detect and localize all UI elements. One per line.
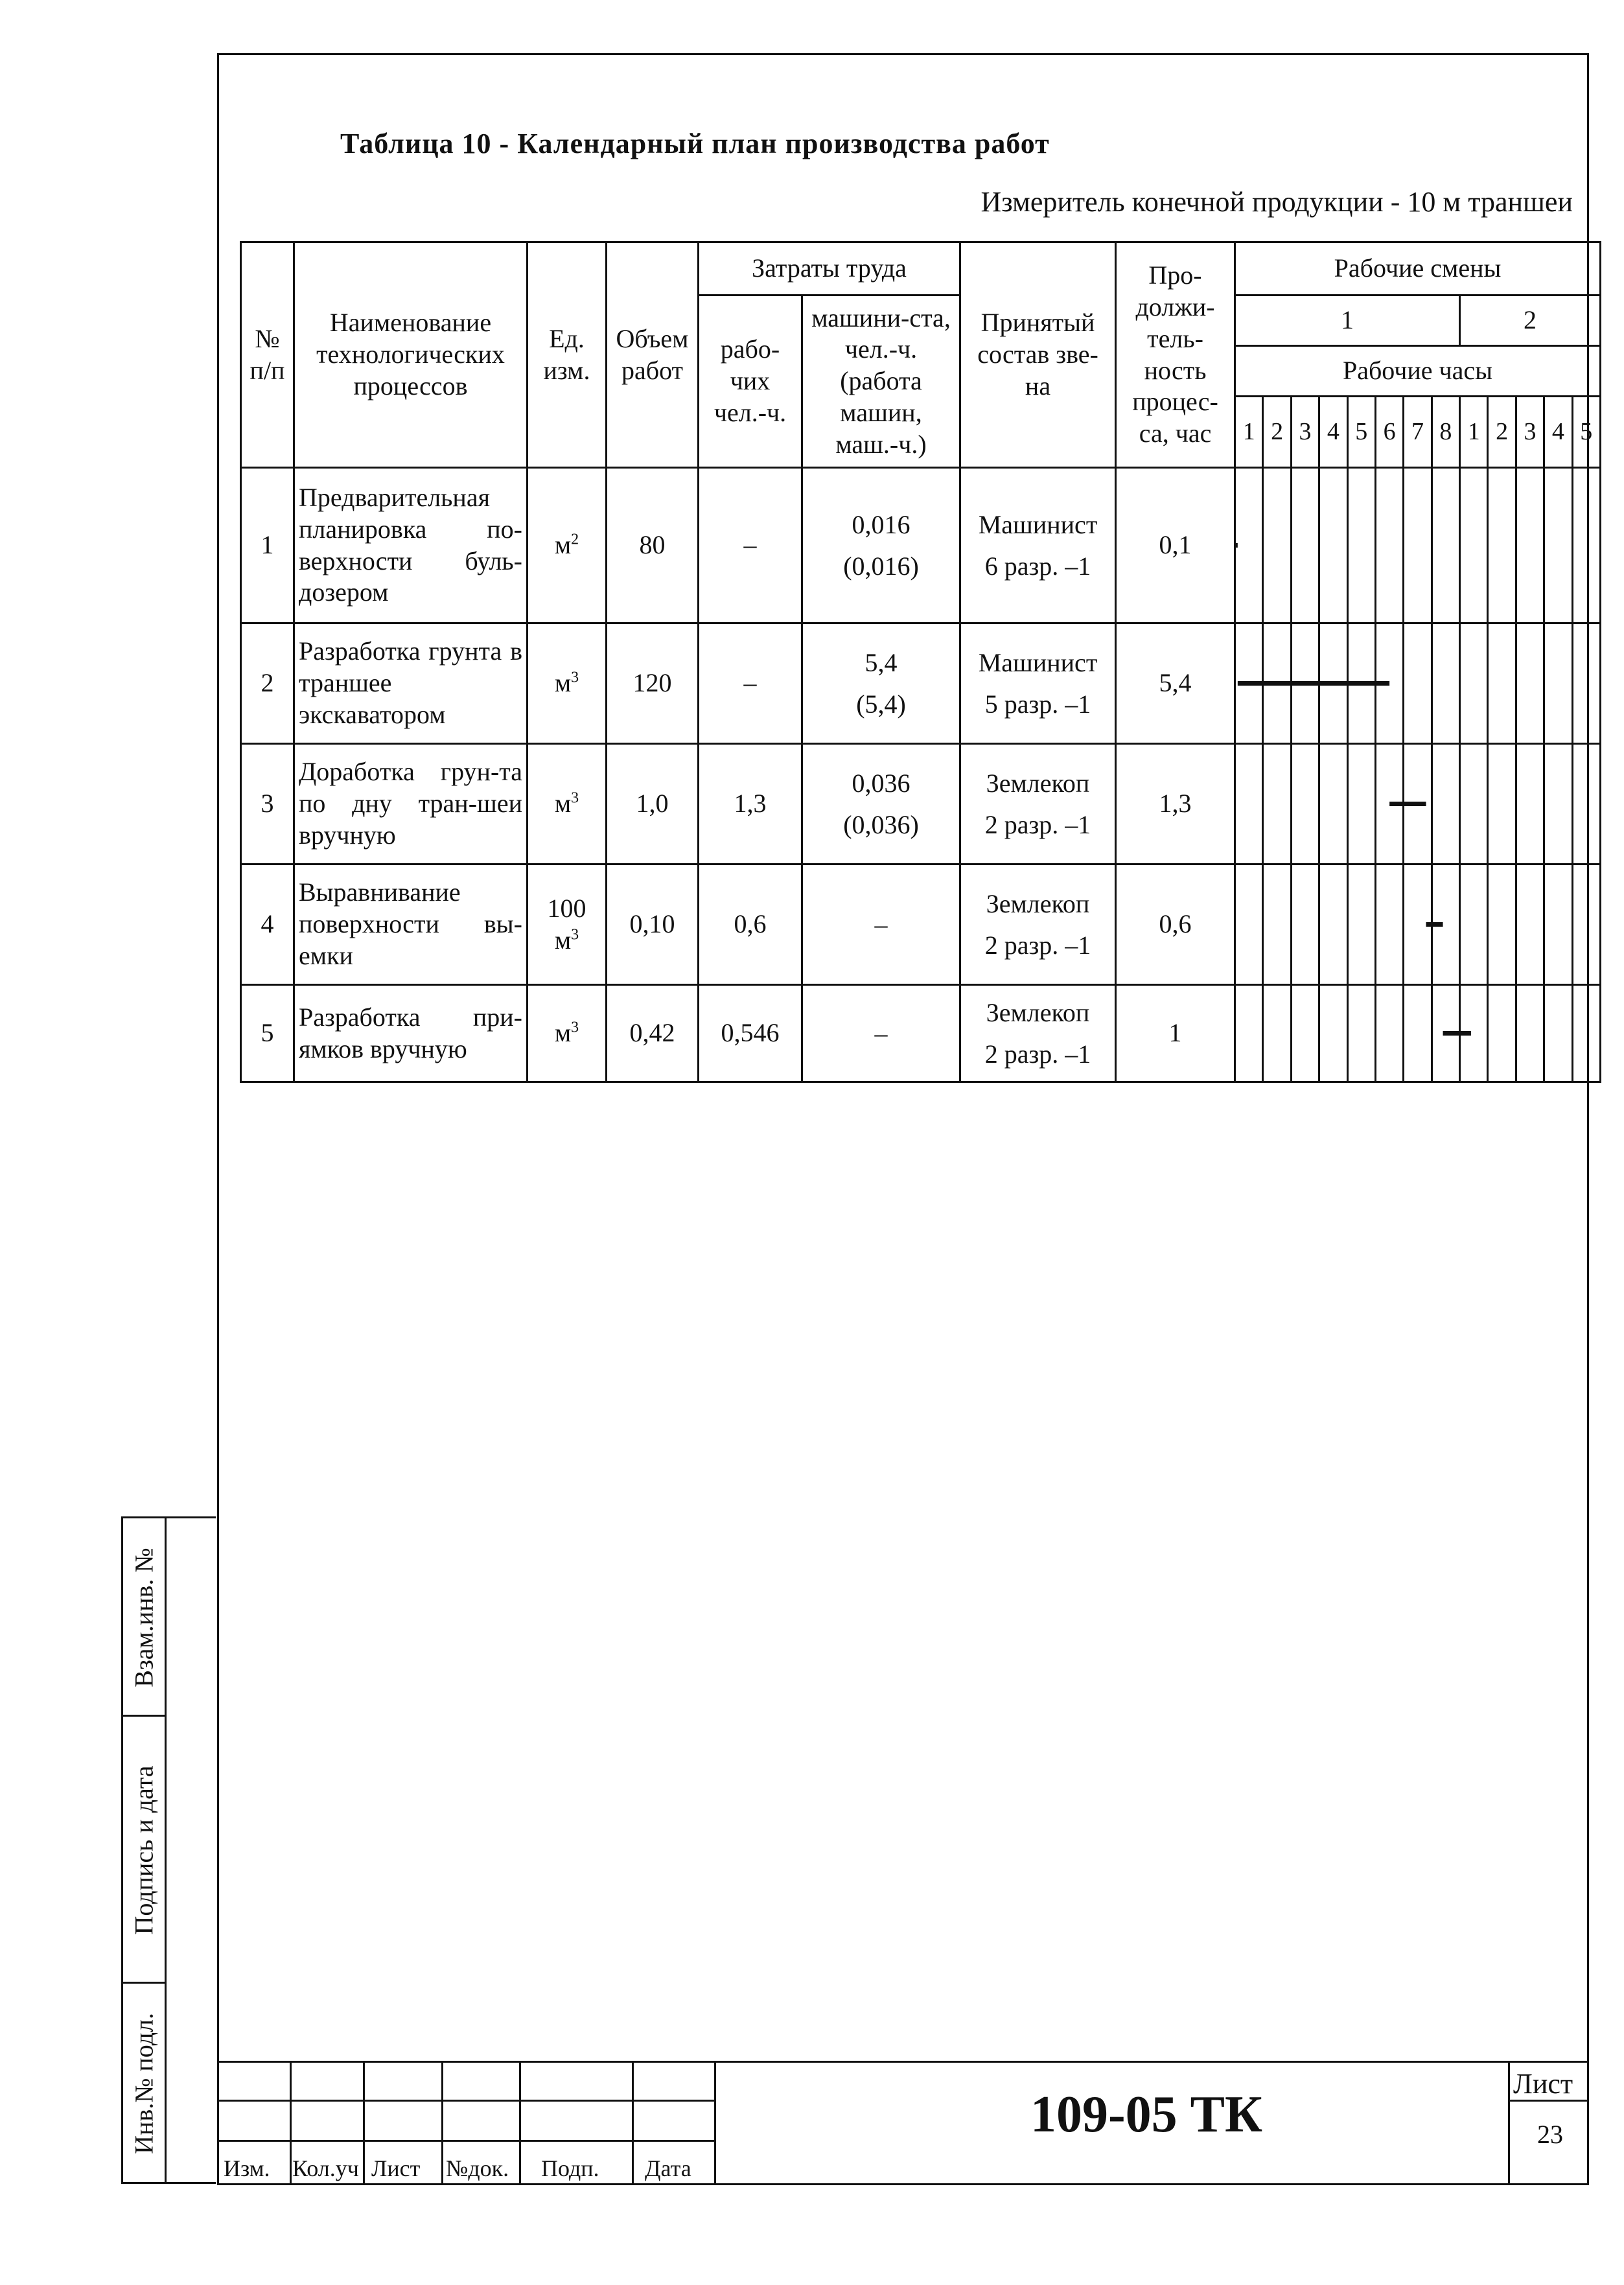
row-num: 3 [241,744,294,864]
hour-cell [1516,468,1544,623]
hour-cell [1235,623,1263,744]
hour-cell [1516,623,1544,744]
side-stamp [121,1516,216,2184]
machine-value: (5,4) [856,689,906,719]
table-row [241,985,1601,1082]
machine-value: (0,036) [843,809,919,839]
row-workers-hours: – [699,623,802,744]
unit-exponent: 3 [571,669,579,686]
stamp-podp: Подп. [541,2155,599,2181]
hour-header-1: 1 [1235,397,1263,468]
row-duration: 1,3 [1116,744,1235,864]
hour-cell [1319,985,1347,1082]
row-duration: 0,6 [1116,864,1235,985]
hour-cell [1319,468,1347,623]
hour-cell [1291,623,1319,744]
hour-cell [1516,864,1544,985]
crew-profession: Землекоп [986,888,1090,918]
machinist-value: 0,016 [852,509,911,539]
hour-header-5: 5 [1347,397,1375,468]
crew-profession: Машинист [978,647,1098,677]
table-subtitle: Измеритель конечной продукции - 10 м траншеи [980,186,1573,218]
row-unit [528,985,607,1082]
row-unit [528,864,607,985]
hour-cell [1572,623,1600,744]
row-crew [960,623,1116,744]
stamp-kol-uch: Кол.уч [292,2155,359,2181]
hour-cell [1460,864,1488,985]
row-duration: 1 [1116,985,1235,1082]
hour-cell [1432,744,1459,864]
hour-cell [1488,864,1516,985]
row-process-name: Выравнивание поверхности вы-емки [294,864,528,985]
hour-header-10: 2 [1488,397,1516,468]
header-crew: Принятый состав зве-на [960,242,1116,468]
row-unit [528,623,607,744]
hour-cell [1263,985,1291,1082]
document-code: 109-05 ТК [1030,2086,1263,2143]
row-workers-hours: 0,6 [699,864,802,985]
unit-text: м [554,530,572,560]
crew-grade: 6 разр. –1 [984,551,1091,581]
hour-cell [1291,985,1319,1082]
hour-cell [1347,985,1375,1082]
hour-header-2: 2 [1263,397,1291,468]
unit-text: м [554,1018,572,1048]
row-process-name: Предварительная планировка по-верхности буль-дозером [294,468,528,623]
hour-cell [1263,468,1291,623]
hour-cell [1375,468,1403,623]
hour-cell [1572,468,1600,623]
row-unit [528,468,607,623]
crew-profession: Землекоп [986,997,1090,1027]
hour-cell [1235,864,1263,985]
side-label-signature-date: Подпись и дата [129,1765,159,1935]
header-duration: Про-должи-тель-ность процес-са, час [1116,242,1235,468]
hour-cell [1488,623,1516,744]
header-machinists: машини-ста, чел.-ч. (работа машин, маш.-ч.) [802,296,960,468]
row-num: 5 [241,985,294,1082]
row-machinist-hours [802,623,960,744]
stamp-list: Лист [371,2155,421,2181]
sheet-label: Лист [1513,2068,1573,2100]
hour-cell [1460,468,1488,623]
stamp-data: Дата [645,2155,691,2181]
header-volume: Объем работ [607,242,699,468]
header-name: Наименование технологических процессов [294,242,528,468]
crew-grade: 5 разр. –1 [984,689,1091,719]
hour-cell [1319,744,1347,864]
header-num: № п/п [241,242,294,468]
unit-exponent: 3 [571,789,579,807]
hour-cell [1235,744,1263,864]
header-hours: Рабочие часы [1235,346,1601,397]
machinist-value: 0,036 [852,768,911,798]
side-label-inv-original: Инв.№ подл. [129,2013,159,2154]
row-num: 4 [241,864,294,985]
row-unit [528,744,607,864]
row-process-name: Разработка при-ямков вручную [294,985,528,1082]
row-crew [960,985,1116,1082]
unit-text: 100 м [547,893,586,955]
header-labor-costs: Затраты труда [699,242,960,296]
hour-header-3: 3 [1291,397,1319,468]
side-stamp-labels [123,1518,167,2184]
hour-cell [1347,468,1375,623]
hour-cell [1235,468,1263,623]
row-process-name: Разработка грунта в траншее экскаватором [294,623,528,744]
row-volume: 120 [607,623,699,744]
machinist-value: – [874,909,888,939]
unit-exponent: 2 [571,531,579,548]
side-stamp-cell-2 [123,1717,165,1984]
stamp-ndok: №док. [446,2155,509,2181]
hour-cell [1404,864,1432,985]
hour-cell [1291,468,1319,623]
side-stamp-cell-1 [123,1518,165,1717]
hour-cell [1404,468,1432,623]
hour-cell [1291,744,1319,864]
hour-cell [1375,744,1403,864]
hour-cell [1347,623,1375,744]
table-row [241,744,1601,864]
crew-profession: Машинист [978,509,1098,539]
hour-cell [1544,985,1572,1082]
row-volume: 0,42 [607,985,699,1082]
side-label-replaced-inv: Взам.инв. № [129,1548,159,1688]
hour-cell [1544,744,1572,864]
hour-cell [1347,864,1375,985]
table-row [241,623,1601,744]
row-num: 1 [241,468,294,623]
row-process-name: Доработка грун-та по дну тран-шеи вручную [294,744,528,864]
table-title: Таблица 10 - Календарный план производства работ [340,128,1050,159]
crew-grade: 2 разр. –1 [984,809,1091,839]
row-duration: 5,4 [1116,623,1235,744]
header-shifts: Рабочие смены [1235,242,1601,296]
hour-header-13: 5 [1572,397,1600,468]
hour-cell [1432,623,1459,744]
hour-cell [1544,864,1572,985]
hour-header-7: 7 [1404,397,1432,468]
title-block [217,2061,1589,2185]
hour-cell [1319,864,1347,985]
row-machinist-hours [802,744,960,864]
hour-cell [1488,468,1516,623]
row-workers-hours: – [699,468,802,623]
hour-cell [1263,744,1291,864]
sheet-number: 23 [1537,2120,1563,2149]
table-row [241,864,1601,985]
unit-exponent: 3 [571,926,579,944]
hour-cell [1544,623,1572,744]
row-volume: 1,0 [607,744,699,864]
hour-cell [1432,468,1459,623]
machinist-value: – [874,1018,888,1048]
machine-value: (0,016) [843,551,919,581]
hour-cell [1460,623,1488,744]
unit-text: м [554,789,572,818]
row-machinist-hours [802,864,960,985]
hour-cell [1375,985,1403,1082]
unit-text: м [554,668,572,698]
hour-cell [1572,864,1600,985]
row-crew [960,864,1116,985]
hour-cell [1432,985,1459,1082]
table-row [241,468,1601,623]
hour-cell [1235,985,1263,1082]
hour-cell [1375,864,1403,985]
hour-cell [1404,744,1432,864]
hour-cell [1516,985,1544,1082]
hour-cell [1516,744,1544,864]
hour-cell [1432,864,1459,985]
side-stamp-cell-3 [123,1984,165,2184]
row-volume: 80 [607,468,699,623]
hour-header-8: 8 [1432,397,1459,468]
work-schedule-table [240,241,1601,1083]
hour-cell [1319,623,1347,744]
hour-cell [1488,985,1516,1082]
hour-header-11: 3 [1516,397,1544,468]
hour-cell [1263,623,1291,744]
crew-grade: 2 разр. –1 [984,1039,1091,1069]
row-volume: 0,10 [607,864,699,985]
hour-cell [1404,623,1432,744]
row-num: 2 [241,623,294,744]
hour-cell [1544,468,1572,623]
hour-cell [1347,744,1375,864]
row-workers-hours: 1,3 [699,744,802,864]
row-workers-hours: 0,546 [699,985,802,1082]
hour-cell [1263,864,1291,985]
stamp-izm: Изм. [224,2155,270,2181]
unit-exponent: 3 [571,1019,579,1036]
row-machinist-hours [802,985,960,1082]
hour-header-6: 6 [1375,397,1403,468]
machinist-value: 5,4 [864,647,898,677]
row-duration: 0,1 [1116,468,1235,623]
hour-cell [1572,744,1600,864]
crew-profession: Землекоп [986,768,1090,798]
hour-cell [1488,744,1516,864]
crew-grade: 2 разр. –1 [984,930,1091,960]
hour-cell [1375,623,1403,744]
hour-cell [1460,744,1488,864]
hour-cell [1460,985,1488,1082]
hour-header-4: 4 [1319,397,1347,468]
header-unit: Ед. изм. [528,242,607,468]
row-machinist-hours [802,468,960,623]
hour-cell [1572,985,1600,1082]
hour-cell [1291,864,1319,985]
row-crew [960,468,1116,623]
header-shift-2: 2 [1460,296,1601,346]
row-crew [960,744,1116,864]
hour-cell [1404,985,1432,1082]
hour-header-9: 1 [1460,397,1488,468]
header-workers: рабо-чих чел.-ч. [699,296,802,468]
header-shift-1: 1 [1235,296,1460,346]
hour-header-12: 4 [1544,397,1572,468]
